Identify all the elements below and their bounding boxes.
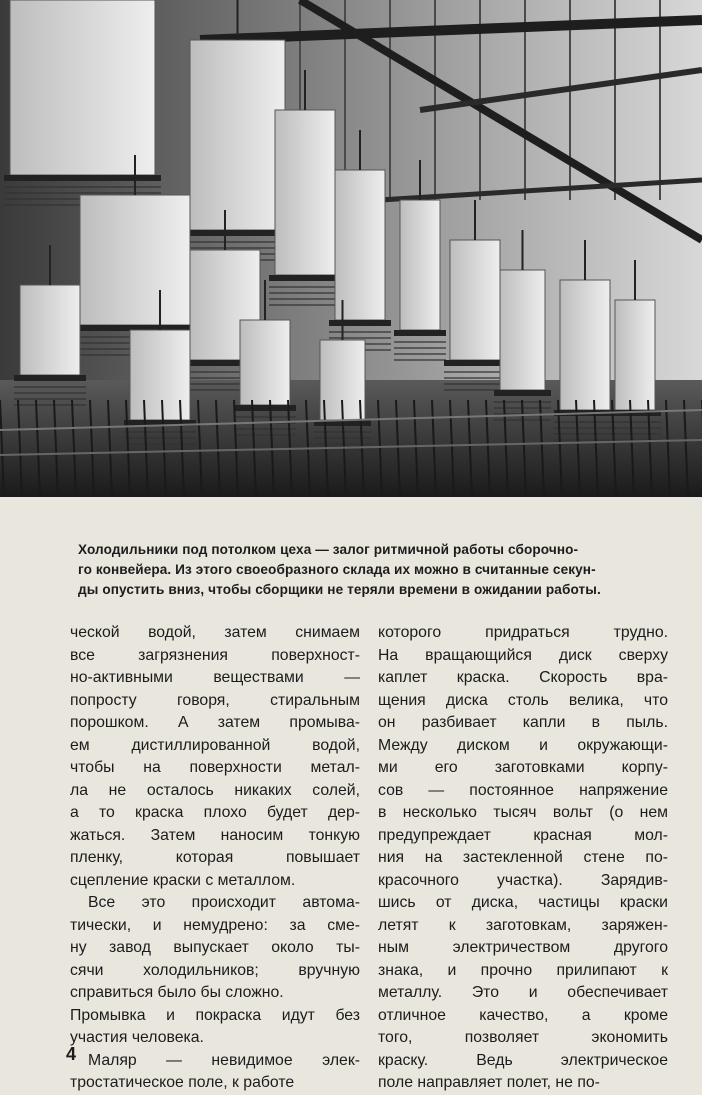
text-line: Маляр — невидимое элек- <box>88 1051 360 1069</box>
text-line: он разбивает капли в пыль. <box>378 714 668 731</box>
text-column-left <box>70 622 360 1095</box>
caption-line: ды опустить вниз, чтобы сборщики не теряли времени в ожидании работы. <box>78 582 601 597</box>
text-line: в несколько тысяч вольт (о нем <box>378 804 668 821</box>
text-line: Все это происходит автома- <box>88 894 360 911</box>
text-line: ла не осталось никаких солей, <box>70 781 360 799</box>
factory-photo <box>0 0 702 497</box>
text-line: летят к заготовкам, заряжен- <box>378 916 668 934</box>
text-line: тростатическое поле, к работе <box>70 1074 295 1091</box>
text-line: тически, и немудрено: за сме- <box>70 916 360 934</box>
text-line: ну завод выпускает около ты- <box>70 939 360 956</box>
caption-line: Холодильники под потолком цеха — залог ритмичной работы сборочно- <box>78 542 579 557</box>
text-line: ния на застекленной стене по- <box>378 849 668 866</box>
text-line: знака, и прочно прилипают к <box>378 961 668 979</box>
text-line: ческой водой, затем снимаем <box>70 624 360 641</box>
text-line: каплет краска. Скорость вра- <box>378 669 668 686</box>
text-line: На вращающийся диск сверху <box>378 646 668 664</box>
text-line: чтобы на поверхности метал- <box>70 759 360 776</box>
photo-caption <box>78 540 666 600</box>
text-line: красочного участка). Зарядив- <box>378 871 668 889</box>
text-line: ми его заготовками корпу- <box>378 759 668 776</box>
text-line: справиться было бы сложно. <box>70 984 284 1001</box>
caption-line: го конвейера. Из этого своеобразного склада их можно в считанные секун- <box>78 562 596 577</box>
text-line: участия человека. <box>70 1029 204 1046</box>
text-line: а то краска плохо будет дер- <box>70 804 360 821</box>
text-line: сов — постоянное напряжение <box>378 781 668 799</box>
text-line: отличное качество, а кроме <box>378 1006 668 1024</box>
text-line: металлу. Это и обеспечивает <box>378 984 668 1001</box>
text-line: сцепление краски с металлом. <box>70 871 296 889</box>
text-line: того, позволяет экономить <box>378 1029 668 1046</box>
text-line: которого придраться трудно. <box>378 624 668 641</box>
text-line: пленку, которая повышает <box>70 849 360 866</box>
text-line: но-активными веществами — <box>70 669 360 686</box>
text-line: сячи холодильников; вручную <box>70 961 360 979</box>
text-line: краску. Ведь электрическое <box>378 1051 668 1069</box>
text-line: порошком. А затем промыва- <box>70 714 360 731</box>
text-line: щения диска столь велика, что <box>378 691 668 709</box>
text-line: все загрязнения поверхност- <box>70 646 360 664</box>
page-number: 4 <box>66 1044 77 1064</box>
text-line: попросту говоря, стиральным <box>70 691 360 709</box>
text-line: жаться. Затем наносим тонкую <box>70 826 360 844</box>
text-line: шись от диска, частицы краски <box>378 894 668 911</box>
text-line: предупреждает красная мол- <box>378 826 668 844</box>
text-line: Промывка и покраска идут без <box>70 1006 360 1024</box>
text-line: ем дистиллированной водой, <box>70 736 360 754</box>
text-line: Между диском и окружающи- <box>378 736 668 754</box>
text-line: поле направляет полет, не по- <box>378 1074 600 1091</box>
text-column-right <box>378 622 668 1095</box>
text-line: ным электричеством другого <box>378 939 668 956</box>
